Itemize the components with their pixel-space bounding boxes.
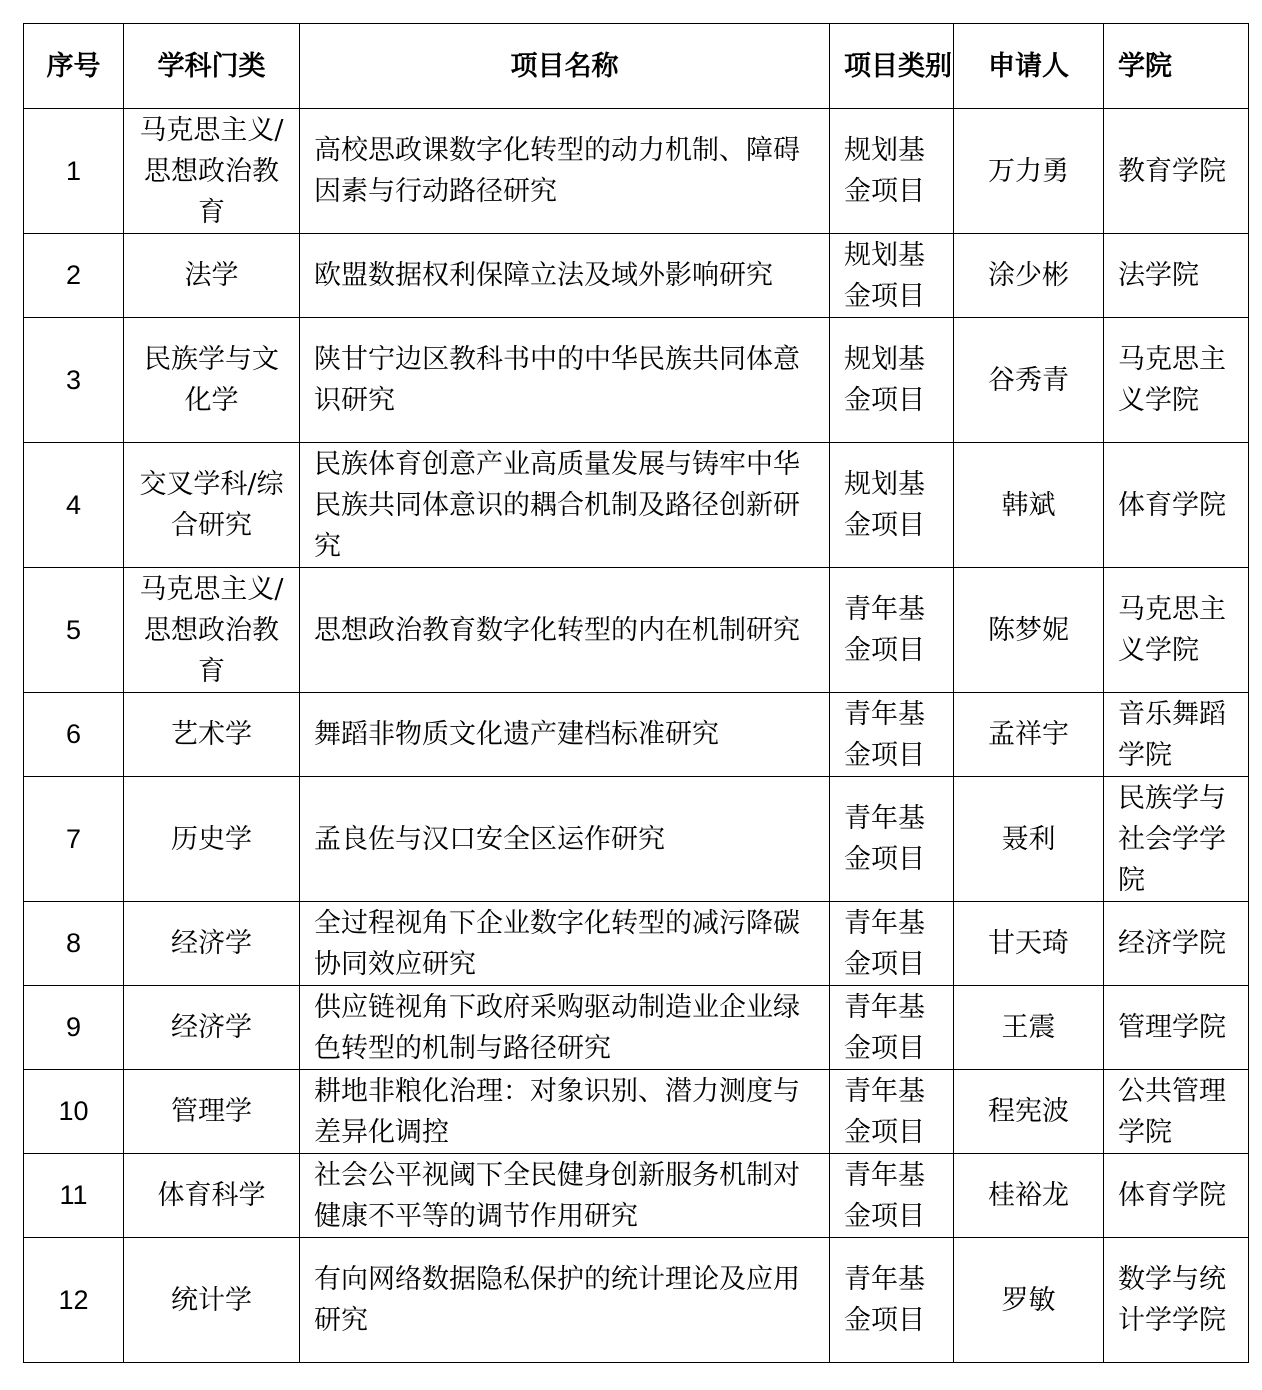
row-college: 数学与统计学学院 bbox=[1104, 1238, 1249, 1363]
row-discipline: 体育科学 bbox=[124, 1154, 300, 1238]
row-applicant: 程宪波 bbox=[954, 1070, 1104, 1154]
row-project-type: 青年基金项目 bbox=[830, 902, 954, 986]
row-college: 体育学院 bbox=[1104, 1154, 1249, 1238]
row-index: 6 bbox=[24, 693, 124, 777]
row-project-name: 有向网络数据隐私保护的统计理论及应用研究 bbox=[300, 1238, 830, 1363]
row-project-type: 青年基金项目 bbox=[830, 1070, 954, 1154]
row-project-type: 青年基金项目 bbox=[830, 1238, 954, 1363]
row-applicant: 桂裕龙 bbox=[954, 1154, 1104, 1238]
row-project-type: 规划基金项目 bbox=[830, 109, 954, 234]
row-project-name: 社会公平视阈下全民健身创新服务机制对健康不平等的调节作用研究 bbox=[300, 1154, 830, 1238]
row-index: 7 bbox=[24, 777, 124, 902]
row-applicant: 万力勇 bbox=[954, 109, 1104, 234]
row-project-name: 供应链视角下政府采购驱动制造业企业绿色转型的机制与路径研究 bbox=[300, 986, 830, 1070]
row-index: 11 bbox=[24, 1154, 124, 1238]
row-index: 3 bbox=[24, 318, 124, 443]
row-applicant: 孟祥宇 bbox=[954, 693, 1104, 777]
row-project-type: 规划基金项目 bbox=[830, 234, 954, 318]
row-index: 1 bbox=[24, 109, 124, 234]
row-college: 公共管理学院 bbox=[1104, 1070, 1249, 1154]
header-row bbox=[24, 24, 1249, 109]
header-discipline: 学科门类 bbox=[124, 24, 300, 109]
row-project-type: 规划基金项目 bbox=[830, 443, 954, 568]
row-index: 8 bbox=[24, 902, 124, 986]
row-discipline: 统计学 bbox=[124, 1238, 300, 1363]
header-applicant: 申请人 bbox=[954, 24, 1104, 109]
row-project-name: 陕甘宁边区教科书中的中华民族共同体意识研究 bbox=[300, 318, 830, 443]
row-project-name: 高校思政课数字化转型的动力机制、障碍因素与行动路径研究 bbox=[300, 109, 830, 234]
table-row bbox=[24, 1154, 1249, 1238]
row-college: 教育学院 bbox=[1104, 109, 1249, 234]
table-row bbox=[24, 234, 1249, 318]
row-applicant: 陈梦妮 bbox=[954, 568, 1104, 693]
header-project-name: 项目名称 bbox=[300, 24, 830, 109]
row-project-name: 耕地非粮化治理：对象识别、潜力测度与差异化调控 bbox=[300, 1070, 830, 1154]
row-project-name: 孟良佐与汉口安全区运作研究 bbox=[300, 777, 830, 902]
row-applicant: 罗敏 bbox=[954, 1238, 1104, 1363]
row-applicant: 涂少彬 bbox=[954, 234, 1104, 318]
row-college: 经济学院 bbox=[1104, 902, 1249, 986]
row-index: 12 bbox=[24, 1238, 124, 1363]
row-discipline: 历史学 bbox=[124, 777, 300, 902]
row-project-type: 青年基金项目 bbox=[830, 986, 954, 1070]
table-row bbox=[24, 902, 1249, 986]
row-applicant: 韩斌 bbox=[954, 443, 1104, 568]
row-applicant: 聂利 bbox=[954, 777, 1104, 902]
table-row bbox=[24, 777, 1249, 902]
row-discipline: 艺术学 bbox=[124, 693, 300, 777]
row-college: 马克思主义学院 bbox=[1104, 568, 1249, 693]
row-discipline: 管理学 bbox=[124, 1070, 300, 1154]
table-row bbox=[24, 443, 1249, 568]
table-row bbox=[24, 109, 1249, 234]
row-discipline: 交叉学科/综合研究 bbox=[124, 443, 300, 568]
row-applicant: 王震 bbox=[954, 986, 1104, 1070]
row-college: 民族学与社会学学院 bbox=[1104, 777, 1249, 902]
table-row bbox=[24, 1238, 1249, 1363]
row-project-type: 规划基金项目 bbox=[830, 318, 954, 443]
row-applicant: 甘天琦 bbox=[954, 902, 1104, 986]
header-college: 学院 bbox=[1104, 24, 1249, 109]
row-index: 5 bbox=[24, 568, 124, 693]
row-discipline: 马克思主义/思想政治教育 bbox=[124, 568, 300, 693]
row-discipline: 经济学 bbox=[124, 902, 300, 986]
table-row bbox=[24, 568, 1249, 693]
row-applicant: 谷秀青 bbox=[954, 318, 1104, 443]
row-college: 管理学院 bbox=[1104, 986, 1249, 1070]
header-project-type: 项目类别 bbox=[830, 24, 954, 109]
row-college: 音乐舞蹈学院 bbox=[1104, 693, 1249, 777]
row-index: 2 bbox=[24, 234, 124, 318]
row-project-type: 青年基金项目 bbox=[830, 693, 954, 777]
row-discipline: 经济学 bbox=[124, 986, 300, 1070]
project-table bbox=[23, 23, 1249, 1363]
row-college: 体育学院 bbox=[1104, 443, 1249, 568]
row-project-name: 舞蹈非物质文化遗产建档标准研究 bbox=[300, 693, 830, 777]
row-index: 10 bbox=[24, 1070, 124, 1154]
row-index: 4 bbox=[24, 443, 124, 568]
row-project-name: 民族体育创意产业高质量发展与铸牢中华民族共同体意识的耦合机制及路径创新研究 bbox=[300, 443, 830, 568]
row-project-name: 全过程视角下企业数字化转型的减污降碳协同效应研究 bbox=[300, 902, 830, 986]
row-project-type: 青年基金项目 bbox=[830, 777, 954, 902]
table-row bbox=[24, 693, 1249, 777]
row-project-name: 欧盟数据权利保障立法及域外影响研究 bbox=[300, 234, 830, 318]
row-index: 9 bbox=[24, 986, 124, 1070]
row-project-name: 思想政治教育数字化转型的内在机制研究 bbox=[300, 568, 830, 693]
row-discipline: 民族学与文化学 bbox=[124, 318, 300, 443]
row-college: 法学院 bbox=[1104, 234, 1249, 318]
header-index: 序号 bbox=[24, 24, 124, 109]
row-college: 马克思主义学院 bbox=[1104, 318, 1249, 443]
row-project-type: 青年基金项目 bbox=[830, 1154, 954, 1238]
table-row bbox=[24, 318, 1249, 443]
row-discipline: 法学 bbox=[124, 234, 300, 318]
table-row bbox=[24, 1070, 1249, 1154]
table-row bbox=[24, 986, 1249, 1070]
row-project-type: 青年基金项目 bbox=[830, 568, 954, 693]
row-discipline: 马克思主义/思想政治教育 bbox=[124, 109, 300, 234]
